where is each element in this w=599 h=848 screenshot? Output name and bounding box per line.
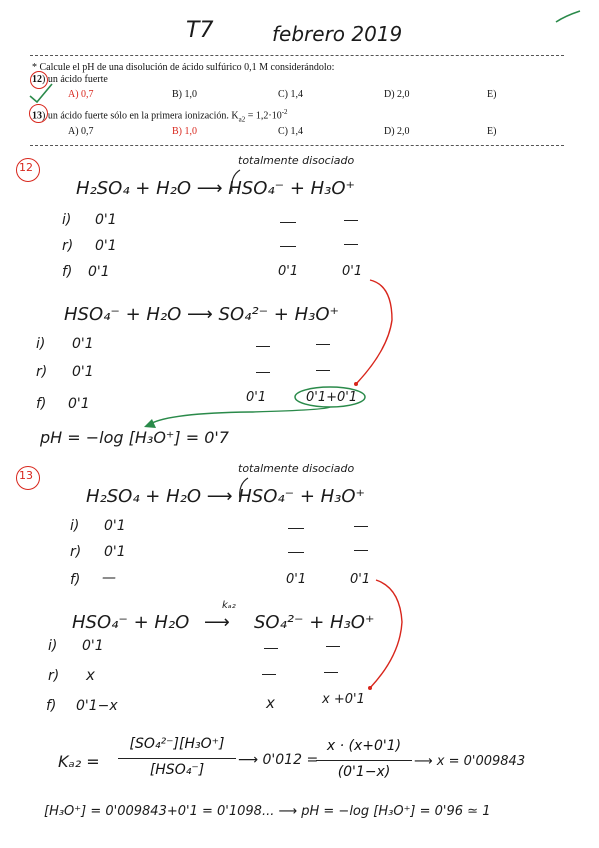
page-date: febrero 2019: [272, 22, 403, 46]
s13-ka-result: ⟶ x = 0'009843: [414, 754, 526, 769]
s13-reaction2-left: HSO₄⁻ + H₂O: [72, 612, 190, 633]
s12-r1-val-r: 0'1: [95, 238, 117, 254]
q12-option-a: A) 0,7: [68, 89, 94, 100]
s12-note: totalmente disociado: [238, 154, 355, 167]
s13-r1-val-f: —: [102, 570, 116, 586]
s12-r2-val-f: 0'1: [68, 396, 90, 412]
question-13: 13) un ácido fuerte sólo en la primera ionización. $K_{a2} = 1,2\cdot 10^{-2}$: [32, 108, 288, 124]
q13-option-a: A) 0,7: [68, 126, 94, 137]
s12-r1-tag-f: f): [62, 264, 73, 280]
s13-r2-tag-i: i): [48, 638, 58, 654]
s13-final: [H₃O⁺] = 0'009843+0'1 = 0'1098... ⟶ pH = −log [H₃O⁺] = 0'96 ≃ 1: [44, 804, 491, 819]
s13-ka-lhs: Kₐ₂ =: [58, 752, 100, 771]
s12-r2-val-r: 0'1: [72, 364, 94, 380]
s13-ka-mid: ⟶ 0'012 =: [238, 752, 319, 768]
s12-r1-val-i: 0'1: [95, 212, 117, 228]
question-13-number: 13: [32, 110, 42, 122]
s13-ka-fraction-bar2: [316, 760, 412, 761]
s13-ka-den2: (0'1−x): [337, 764, 391, 780]
s12-r2-tag-r: r): [36, 364, 48, 380]
s12-r2-val-f-b: 0'1: [246, 390, 267, 405]
q12-option-c: C) 1,4: [278, 89, 303, 100]
s13-reaction2-ka: kₐ₂: [222, 600, 236, 611]
s12-ph: pH = −log [H₃O⁺] = 0'7: [40, 428, 229, 447]
s13-r2-tag-f: f): [46, 698, 57, 714]
s12-r1-val-f-c: 0'1: [342, 264, 363, 279]
q13-option-c: C) 1,4: [278, 126, 303, 137]
s12-r1-val-f-b: 0'1: [278, 264, 299, 279]
q12-option-b: B) 1,0: [172, 89, 197, 100]
s13-note: totalmente disociado: [238, 462, 355, 475]
s12-r1-tag-r: r): [62, 238, 74, 254]
s13-r1-val-f-c: 0'1: [350, 572, 371, 587]
q13-option-b: B) 1,0: [172, 126, 197, 137]
s12-reaction2: HSO₄⁻ + H₂O ⟶ SO₄²⁻ + H₃O⁺: [64, 304, 340, 325]
q12-option-e: E): [487, 89, 497, 100]
s12-r2-tag-i: i): [36, 336, 46, 352]
s13-reaction1: H₂SO₄ + H₂O ⟶ HSO₄⁻ + H₃O⁺: [86, 486, 366, 507]
s12-r1-val-f: 0'1: [88, 264, 110, 280]
s13-r1-tag-r: r): [70, 544, 82, 560]
solution-13-label: 13: [19, 469, 33, 482]
s13-r1-val-f-b: 0'1: [286, 572, 307, 587]
s12-r2-val-f-c: 0'1+0'1: [306, 390, 358, 405]
s13-reaction2-right: SO₄²⁻ + H₃O⁺: [254, 612, 375, 633]
s13-r1-tag-i: i): [70, 518, 80, 534]
s13-ka-num: [SO₄²⁻][H₃O⁺]: [129, 736, 225, 752]
s13-ka-den: [HSO₄⁻]: [149, 762, 205, 778]
s12-reaction1: H₂SO₄ + H₂O ⟶ HSO₄⁻ + H₃O⁺: [76, 178, 356, 199]
s13-ka-num2: x · (x+0'1): [326, 738, 402, 754]
q13-option-d: D) 2,0: [384, 126, 410, 137]
s13-r2-val-f-b: x: [266, 694, 275, 712]
s12-r1-tag-i: i): [62, 212, 72, 228]
s13-reaction2-arrow: ⟶: [204, 612, 230, 633]
s12-r2-tag-f: f): [36, 396, 47, 412]
s13-r2-val-f: 0'1−x: [76, 698, 118, 714]
s13-r2-val-r: x: [86, 666, 95, 684]
page-title: T7: [186, 18, 214, 43]
problem-statement: * Calcule el pH de una disolución de ácido sulfúrico 0,1 M considerándolo:: [32, 62, 335, 73]
s13-r2-val-i: 0'1: [82, 638, 104, 654]
s13-r1-tag-f: f): [70, 572, 81, 588]
q12-option-d: D) 2,0: [384, 89, 410, 100]
s13-r2-tag-r: r): [48, 668, 60, 684]
q13-option-e: E): [487, 126, 497, 137]
s13-r1-val-r: 0'1: [104, 544, 126, 560]
question-12: 12) un ácido fuerte: [32, 74, 108, 85]
s13-r2-val-f-c: x +0'1: [322, 692, 365, 707]
solution-12-label: 12: [19, 161, 33, 174]
question-12-number: 12: [32, 74, 42, 85]
s13-ka-fraction-bar: [118, 758, 236, 759]
s12-r2-val-i: 0'1: [72, 336, 94, 352]
s13-r1-val-i: 0'1: [104, 518, 126, 534]
